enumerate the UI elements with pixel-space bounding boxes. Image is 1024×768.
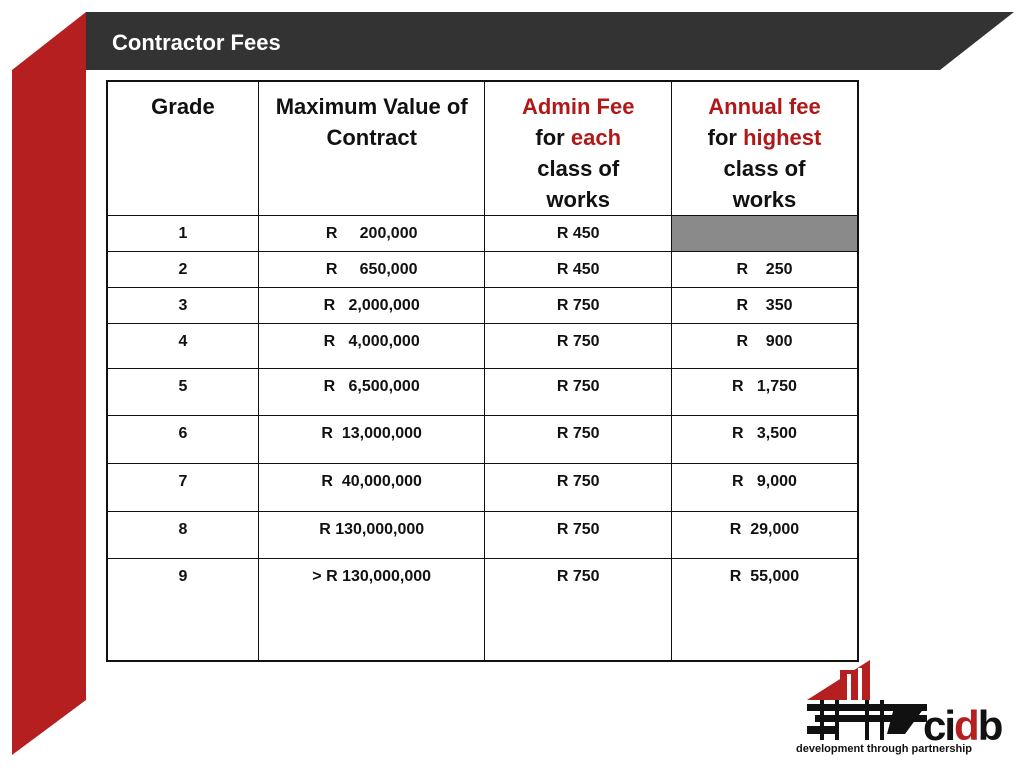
table-row: [107, 416, 858, 464]
cell-admin-fee: R 750: [485, 512, 671, 559]
cell-max-value: R 13,000,000: [258, 416, 485, 464]
logo-text-b: b: [977, 702, 1002, 749]
cell-annual-fee: R 29,000: [671, 512, 858, 559]
cell-grade: 6: [107, 416, 258, 464]
table-row: [107, 464, 858, 512]
header-admin-fee-label: Admin Fee: [521, 94, 635, 119]
cell-admin-fee: R 750: [485, 559, 671, 661]
header-annual-fee-highest: highest: [743, 125, 822, 150]
cell-grade: 3: [107, 288, 258, 324]
cell-admin-fee: R 750: [485, 369, 671, 416]
cell-grade: 2: [107, 252, 258, 288]
cell-annual-fee: R 55,000: [671, 559, 858, 661]
header-admin-fee-each: each: [570, 125, 622, 150]
logo-building-mark: [807, 660, 927, 740]
cell-max-value: R 4,000,000: [258, 324, 485, 369]
cell-grade: 4: [107, 324, 258, 369]
cell-admin-fee: R 750: [485, 464, 671, 512]
cell-max-value: R 6,500,000: [258, 369, 485, 416]
table-row: [107, 252, 858, 288]
table-row: [107, 324, 858, 369]
cell-annual-fee: R 9,000: [671, 464, 858, 512]
header-admin-fee-class: class of works: [537, 156, 620, 212]
header-annual-fee-label: Annual fee: [708, 94, 821, 119]
table-row: [107, 512, 858, 559]
cell-max-value: R 2,000,000: [258, 288, 485, 324]
cell-grade: 9: [107, 559, 258, 661]
cell-grade: 5: [107, 369, 258, 416]
red-side-band: [12, 12, 86, 755]
logo-wordmark: [923, 702, 1002, 749]
cell-admin-fee: R 750: [485, 416, 671, 464]
header-admin-fee: [485, 81, 671, 216]
header-grade: Grade: [107, 81, 258, 216]
cell-annual-fee: R 900: [671, 324, 858, 369]
logo-text-ci: ci: [923, 702, 955, 749]
cell-annual-fee: R 3,500: [671, 416, 858, 464]
logo-caption: development through partnership: [796, 743, 973, 755]
table-row: [107, 216, 858, 252]
header-annual-fee: [671, 81, 858, 216]
cell-max-value: > R 130,000,000: [258, 559, 485, 661]
cell-annual-fee: R 350: [671, 288, 858, 324]
table-row: [107, 559, 858, 661]
cell-annual-fee: R 250: [671, 252, 858, 288]
cell-grade: 7: [107, 464, 258, 512]
cell-annual-fee: R 1,750: [671, 369, 858, 416]
cell-grade: 1: [107, 216, 258, 252]
slide-title: Contractor Fees: [112, 30, 281, 55]
cell-max-value: R 40,000,000: [258, 464, 485, 512]
table-header-row: [107, 81, 858, 216]
logo-text-d: d: [954, 702, 978, 749]
header-annual-fee-class: class of works: [723, 156, 806, 212]
cell-max-value: R 650,000: [258, 252, 485, 288]
cell-admin-fee: R 750: [485, 288, 671, 324]
contractor-fees-table: [106, 80, 859, 662]
cell-max-value: R 200,000: [258, 216, 485, 252]
table-row: [107, 288, 858, 324]
header-annual-fee-for: for: [707, 125, 737, 150]
cell-admin-fee: R 750: [485, 324, 671, 369]
table-row: [107, 369, 858, 416]
header-admin-fee-for: for: [535, 125, 565, 150]
cell-admin-fee: R 450: [485, 216, 671, 252]
cell-max-value: R 130,000,000: [258, 512, 485, 559]
header-max-value: Maximum Value of Contract: [258, 81, 485, 216]
cell-annual-fee-shaded: [671, 216, 858, 252]
cell-grade: 8: [107, 512, 258, 559]
cell-admin-fee: R 450: [485, 252, 671, 288]
